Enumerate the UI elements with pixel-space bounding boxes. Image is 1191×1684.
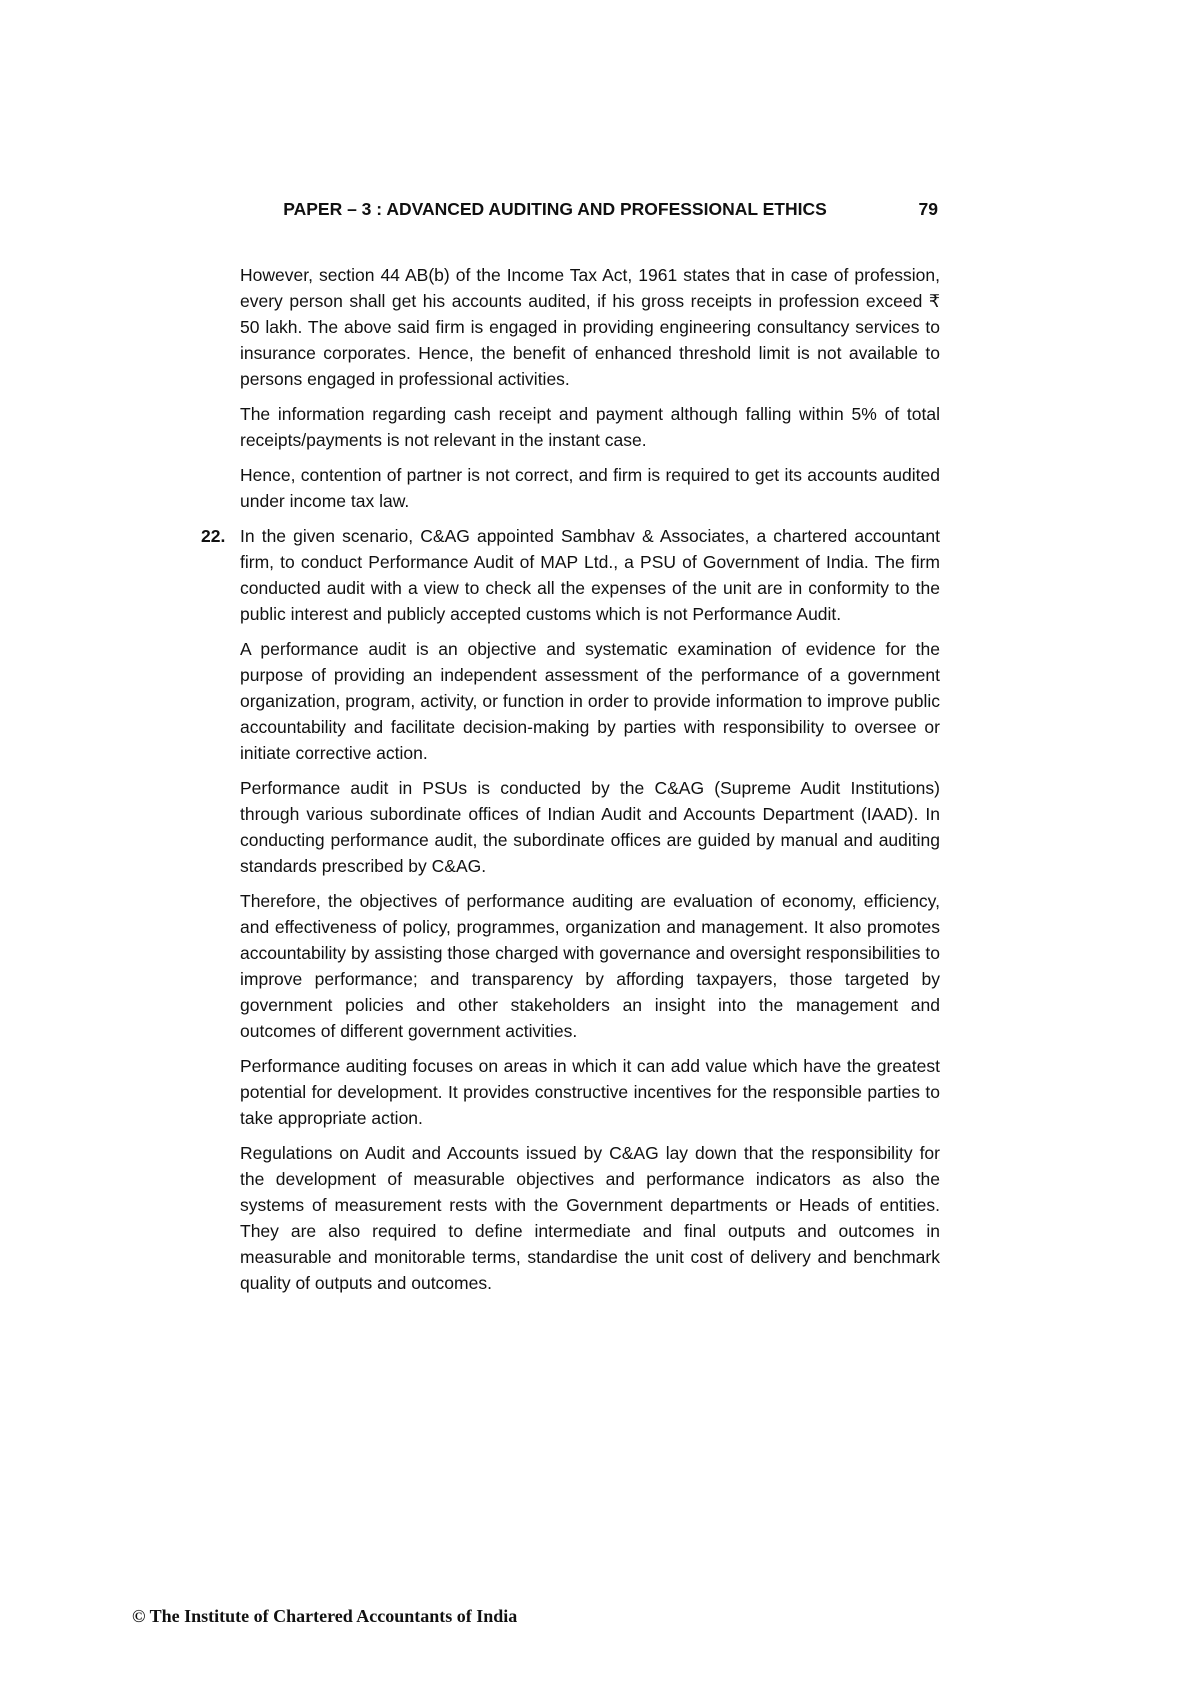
item-number: 22. xyxy=(201,526,226,546)
document-body xyxy=(201,262,940,1305)
paragraph-section44ab: However, section 44 AB(b) of the Income Tax Act, 1961 states that in case of profession, every person shall get his accounts audited, if his gross receipts in profession exceed ₹ 50 lakh. The above said firm is engaged in providing engineering consultancy services to insurance corporates. Hence, the benefit of enhanced threshold limit is not available to persons engaged in professional activities. xyxy=(240,265,940,389)
paragraph-cash-receipt: The information regarding cash receipt and payment although falling within 5% of total receipts/payments is not relevant in the instant case. xyxy=(240,404,940,450)
paragraph-scenario-22: In the given scenario, C&AG appointed Sambhav & Associates, a chartered accountant firm, to conduct Performance Audit of MAP Ltd., a PSU of Government of India. The firm conducted audit with a view to check all the expenses of the unit are in conformity to the public interest and publicly accepted customs which is not Performance Audit. xyxy=(240,526,940,624)
page-number: 79 xyxy=(918,199,938,219)
page-header xyxy=(240,198,940,220)
paragraph-performance-audit-definition: A performance audit is an objective and systematic examination of evidence for the purpose of providing an independent assessment of the performance of a government organization, program, activity, or function in order to provide information to improve public accountability and facilitate decision-making by parties with responsibility to oversee or initiate corrective action. xyxy=(240,639,940,763)
paragraph-regulations: Regulations on Audit and Accounts issued by C&AG lay down that the responsibility for the development of measurable objectives and performance indicators as also the systems of measurement rests with the Government departments or Heads of entities. They are also required to define intermediate and final outputs and outcomes in measurable and monitorable terms, standardise the unit cost of delivery and benchmark quality of outputs and outcomes. xyxy=(240,1143,940,1293)
page-footer: © The Institute of Chartered Accountants of India xyxy=(132,1606,518,1626)
numbered-item-22 xyxy=(201,523,940,627)
paragraph-psu-audit: Performance audit in PSUs is conducted by the C&AG (Supreme Audit Institutions) through various subordinate offices of Indian Audit and Accounts Department (IAAD). In conducting performance audit, the subordinate offices are guided by manual and auditing standards prescribed by C&AG. xyxy=(240,778,940,876)
paragraph-focus-areas: Performance auditing focuses on areas in which it can add value which have the greatest potential for development. It provides constructive incentives for the responsible parties to take appropriate action. xyxy=(240,1056,940,1128)
paragraph-objectives: Therefore, the objectives of performance auditing are evaluation of economy, efficiency, and effectiveness of policy, programmes, organization and management. It also promotes accountability by assisting those charged with governance and oversight responsibilities to improve performance; and transparency by affording taxpayers, those targeted by government policies and other stakeholders an insight into the management and outcomes of different government activities. xyxy=(240,891,940,1041)
header-title: PAPER – 3 : ADVANCED AUDITING AND PROFESSIONAL ETHICS xyxy=(283,199,827,219)
paragraph-conclusion-partner: Hence, contention of partner is not correct, and firm is required to get its accounts audited under income tax law. xyxy=(240,465,940,511)
